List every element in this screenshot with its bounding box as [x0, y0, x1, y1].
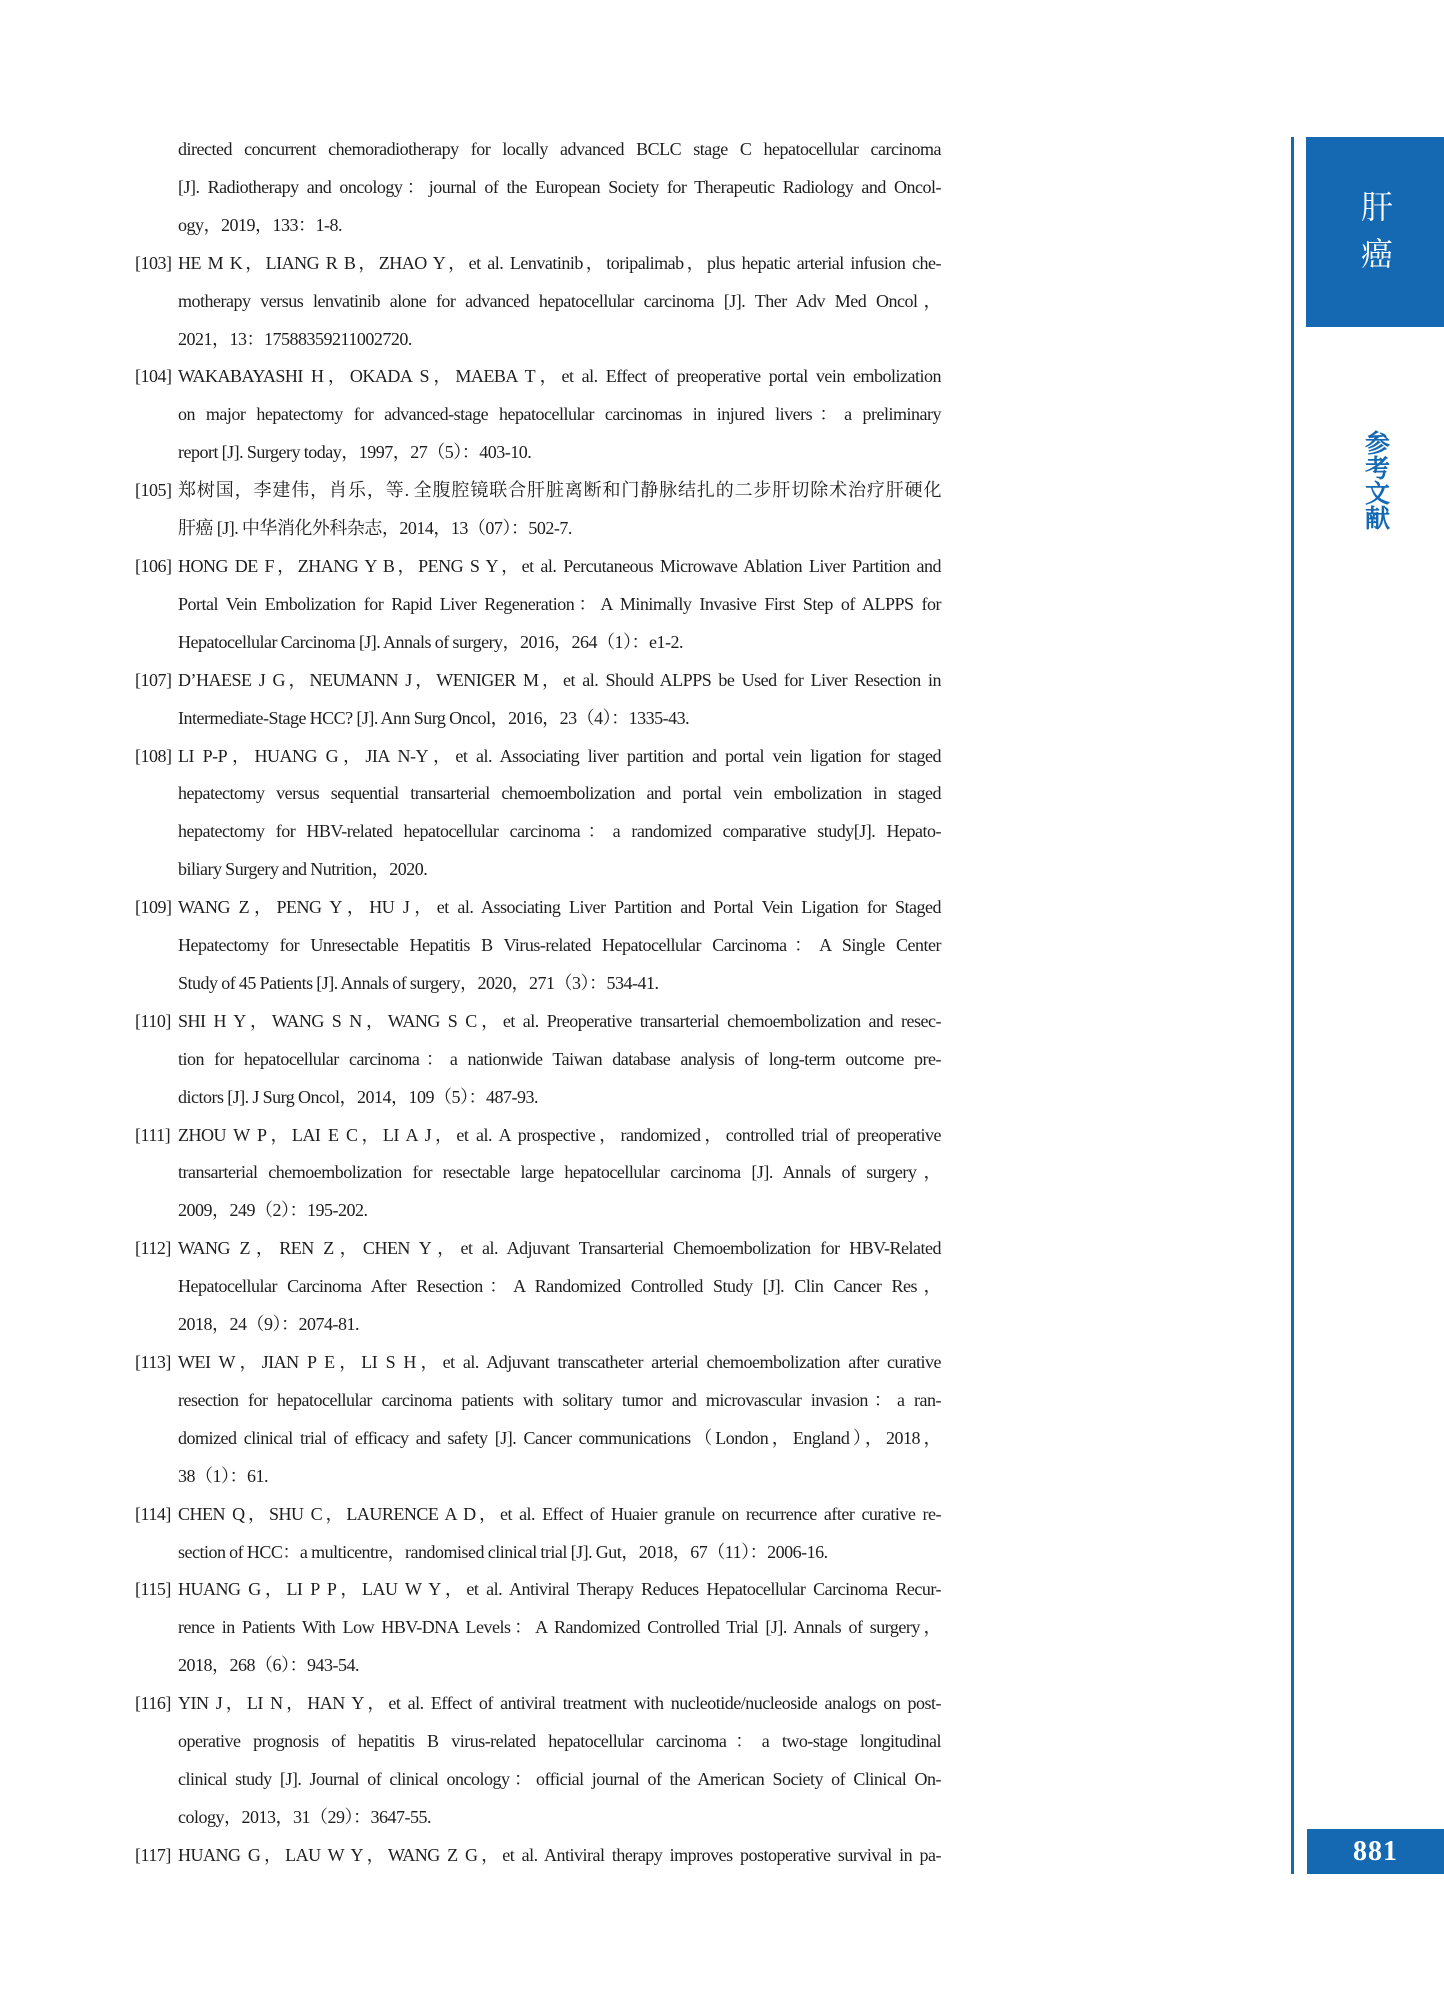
reference-number: [107]: [135, 669, 172, 690]
reference-line: rence in Patients With Low HBV-DNA Levels：A Randomized Controlled Trial [J]. Annals of surgery，: [178, 1617, 941, 1638]
reference-line: SHI H Y，WANG S N，WANG S C，et al. Preoperative transarterial chemoembolization and resec-: [178, 1010, 941, 1031]
reference-item-111: [135, 1117, 941, 1231]
reference-line: WANG Z，REN Z，CHEN Y，et al. Adjuvant Transarterial Chemoembolization for HBV-Related: [178, 1238, 941, 1259]
reference-line: resection for hepatocellular carcinoma patients with solitary tumor and microvascular invasion：a ran-: [178, 1389, 941, 1410]
reference-item-115: [135, 1571, 941, 1685]
reference-number: [114]: [135, 1503, 171, 1524]
reference-line: WAKABAYASHI H，OKADA S，MAEBA T，et al. Effect of preoperative portal vein embolization: [178, 366, 941, 387]
reference-number: [106]: [135, 555, 172, 576]
reference-line: D’HAESE J G，NEUMANN J，WENIGER M，et al. Should ALPPS be Used for Liver Resection in: [178, 669, 941, 690]
reference-line: 2009，249（2）：195-202.: [178, 1200, 368, 1221]
reference-line: Hepatocellular Carcinoma [J]. Annals of surgery，2016，264（1）：e1-2.: [178, 631, 684, 652]
reference-line: 肝癌 [J]. 中华消化外科杂志，2014，13（07）：502-7.: [178, 518, 572, 539]
reference-line: domized clinical trial of efficacy and safety [J]. Cancer communications（London，England），2018，: [178, 1427, 941, 1448]
reference-number: [110]: [135, 1010, 171, 1031]
reference-line: LI P-P，HUANG G，JIA N-Y，et al. Associating liver partition and portal vein ligation for staged: [178, 745, 941, 766]
reference-line: 2018，24（9）：2074-81.: [178, 1314, 359, 1335]
page-number-box: [1307, 1829, 1444, 1874]
reference-item-107: [135, 662, 941, 738]
reference-item-105: [135, 472, 941, 548]
reference-line: hepatectomy versus sequential transarterial chemoembolization and portal vein embolization in staged: [178, 783, 941, 804]
chapter-tab: [1306, 137, 1444, 327]
reference-number: [104]: [135, 366, 172, 387]
reference-number: [115]: [135, 1579, 171, 1600]
reference-number: [113]: [135, 1352, 171, 1372]
reference-item-114: [135, 1496, 941, 1572]
reference-line: 38（1）：61.: [178, 1465, 268, 1486]
reference-number: [103]: [135, 252, 172, 273]
reference-line: HUANG G，LI P P，LAU W Y，et al. Antiviral Therapy Reduces Hepatocellular Carcinoma Recur-: [178, 1579, 941, 1600]
reference-line: cology，2013，31（29）：3647-55.: [178, 1806, 431, 1827]
reference-number: [109]: [135, 897, 172, 918]
reference-item-113: [135, 1344, 941, 1496]
reference-line: WANG Z，PENG Y，HU J，et al. Associating Liver Partition and Portal Vein Ligation for Staged: [178, 897, 941, 918]
reference-line: operative prognosis of hepatitis B virus-related hepatocellular carcinoma：a two-stage longitudinal: [178, 1731, 941, 1752]
reference-line: HUANG G，LAU W Y，WANG Z G，et al. Antiviral therapy improves postoperative survival in pa-: [178, 1844, 941, 1865]
sidebar-divider-line: [1291, 137, 1294, 1874]
reference-item-104: [135, 358, 941, 472]
reference-line: YIN J，LI N，HAN Y，et al. Effect of antiviral treatment with nucleotide/nucleoside analogs on post-: [178, 1693, 941, 1714]
reference-item-103: [135, 245, 941, 359]
reference-line: Intermediate-Stage HCC? [J]. Ann Surg Oncol，2016，23（4）：1335-43.: [178, 707, 690, 728]
reference-line: directed concurrent chemoradiotherapy for locally advanced BCLC stage C hepatocellular carcinoma: [178, 139, 941, 159]
reference-item-106: [135, 548, 941, 662]
reference-line: ZHOU W P，LAI E C，LI A J，et al. A prospective，randomized，controlled trial of preoperative: [178, 1124, 941, 1145]
reference-line: Study of 45 Patients [J]. Annals of surgery，2020，271（3）：534-41.: [178, 972, 659, 993]
reference-item-112: [135, 1230, 941, 1344]
reference-line: report [J]. Surgery today，1997，27（5）：403-10.: [178, 442, 532, 463]
reference-continuation: [135, 131, 941, 245]
reference-line: Hepatectomy for Unresectable Hepatitis B Virus-related Hepatocellular Carcinoma：A Single Center: [178, 935, 941, 956]
section-label: 参考文献: [1361, 430, 1389, 530]
reference-number: [117]: [135, 1844, 171, 1865]
reference-item-117: [135, 1837, 941, 1875]
reference-line: 2018，268（6）：943-54.: [178, 1655, 359, 1676]
reference-line: dictors [J]. J Surg Oncol，2014，109（5）：487-93.: [178, 1086, 538, 1107]
reference-line: Portal Vein Embolization for Rapid Liver Regeneration：A Minimally Invasive First Step of ALPPS for: [178, 593, 941, 614]
reference-line: transarterial chemoembolization for resectable large hepatocellular carcinoma [J]. Annals of surgery，: [178, 1162, 941, 1183]
reference-line: section of HCC：a multicentre，randomised clinical trial [J]. Gut，2018，67（11）：2006-16.: [178, 1541, 828, 1562]
reference-line: CHEN Q，SHU C，LAURENCE A D，et al. Effect of Huaier granule on recurrence after curative re-: [178, 1503, 941, 1524]
reference-line: Hepatocellular Carcinoma After Resection：A Randomized Controlled Study [J]. Clin Cancer Res，: [178, 1276, 941, 1297]
reference-number: [105]: [135, 480, 172, 501]
reference-number: [116]: [135, 1693, 171, 1714]
section-label-wrap: [1306, 430, 1444, 530]
reference-number: [108]: [135, 745, 172, 766]
chapter-label: 肝癌: [1357, 190, 1393, 284]
reference-line: clinical study [J]. Journal of clinical oncology：official journal of the American Society of Clinical On-: [178, 1768, 941, 1789]
reference-line: tion for hepatocellular carcinoma：a nationwide Taiwan database analysis of long-term outcome pre-: [178, 1048, 941, 1069]
reference-line: biliary Surgery and Nutrition，2020.: [178, 859, 428, 880]
reference-line: ogy，2019，133：1-8.: [178, 214, 342, 235]
reference-number: [111]: [135, 1124, 171, 1145]
reference-number: [112]: [135, 1238, 171, 1259]
page-number: 881: [1353, 1835, 1398, 1867]
reference-line: HE M K，LIANG R B，ZHAO Y，et al. Lenvatinib，toripalimab，plus hepatic arterial infusion che-: [178, 252, 941, 273]
reference-line: WEI W，JIAN P E，LI S H，et al. Adjuvant transcatheter arterial chemoembolization after curative: [178, 1352, 941, 1372]
reference-line: HONG DE F，ZHANG Y B，PENG S Y，et al. Percutaneous Microwave Ablation Liver Partition and: [178, 555, 941, 576]
reference-line: 郑树国，李建伟，肖乐，等. 全腹腔镜联合肝脏离断和门静脉结扎的二步肝切除术治疗肝硬化: [178, 480, 941, 501]
reference-line: 2021，13：17588359211002720.: [178, 328, 412, 349]
reference-line: hepatectomy for HBV-related hepatocellular carcinoma：a randomized comparative study[J]. Hepato-: [178, 821, 941, 842]
references-list: [135, 131, 941, 1875]
reference-line: motherapy versus lenvatinib alone for advanced hepatocellular carcinoma [J]. Ther Adv Med Oncol，: [178, 290, 941, 311]
reference-item-116: [135, 1685, 941, 1837]
reference-item-110: [135, 1003, 941, 1117]
reference-line: on major hepatectomy for advanced-stage hepatocellular carcinomas in injured livers：a preliminary: [178, 404, 941, 425]
reference-item-109: [135, 889, 941, 1003]
reference-line: [J]. Radiotherapy and oncology：journal of the European Society for Therapeutic Radiology and Oncol-: [178, 176, 941, 197]
reference-item-108: [135, 738, 941, 890]
